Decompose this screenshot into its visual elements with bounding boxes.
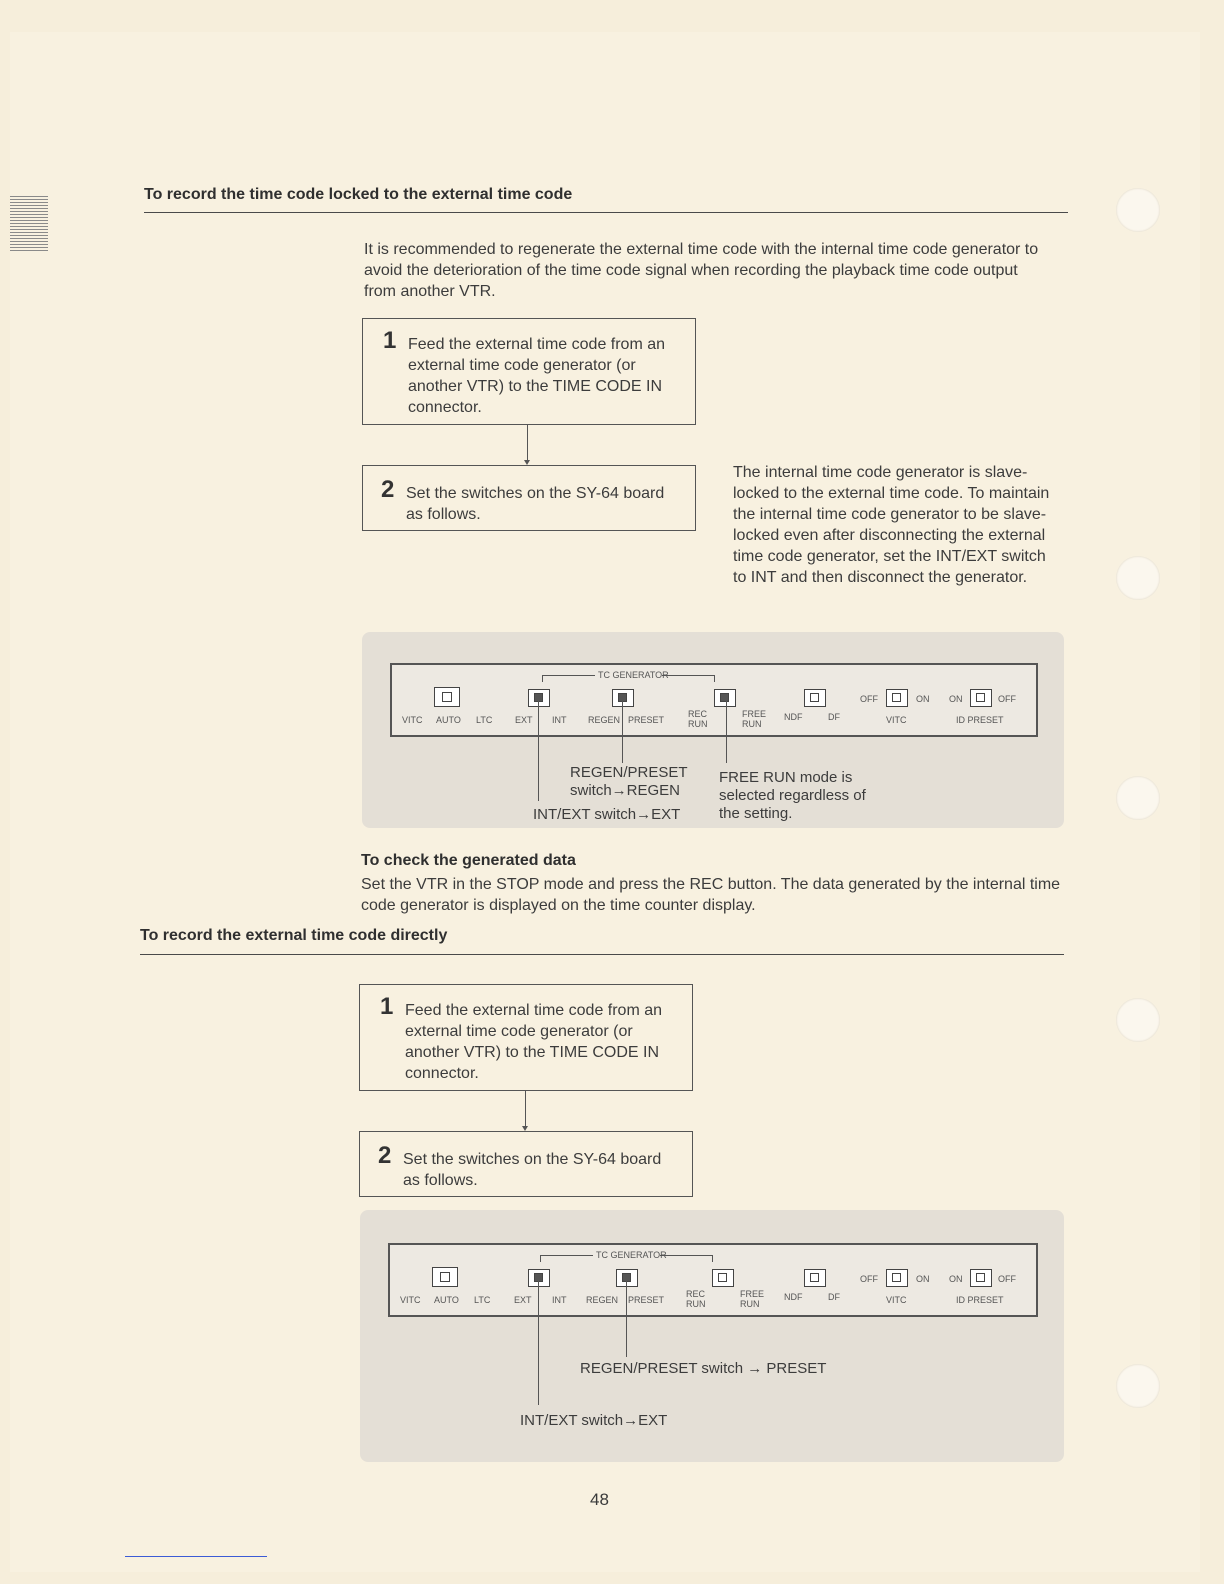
id-preset-switch[interactable] [970, 689, 992, 707]
int-ext-switch[interactable] [528, 689, 550, 707]
tc-generator-bracket [542, 675, 595, 682]
int-ext-switch[interactable] [528, 1269, 550, 1287]
callout-line-regen [622, 695, 623, 763]
ltc-label: LTC [476, 715, 493, 725]
vitc-label: VITC [400, 1295, 421, 1305]
auto-label: AUTO [436, 715, 461, 725]
step-text: Feed the external time code from an external time code generator (or another VTR) to the TIME CODE IN connector. [405, 1002, 663, 1082]
id-preset-label: ID PRESET [956, 715, 1004, 725]
flow-connector [525, 1090, 526, 1128]
tc-generator-label: TC GENERATOR [596, 1250, 667, 1260]
page-number: 48 [590, 1490, 609, 1509]
binder-hole [1116, 776, 1160, 820]
check-text: Set the VTR in the STOP mode and press the REC button. The data generated by the internal time code generator is displayed on the time counter display. [361, 876, 1061, 914]
off-label: OFF [998, 1274, 1016, 1284]
scan-artifact-line [125, 1556, 267, 1557]
on-label: ON [949, 694, 963, 704]
binder-hole [1116, 1364, 1160, 1408]
int-label: INT [552, 715, 567, 725]
intro-paragraph: It is recommended to regenerate the external time code with the internal time code generator to avoid the deterioration of the time code signal when recording the playback time code output from another VTR. [364, 241, 1039, 300]
step-text: Set the switches on the SY-64 board as follows. [406, 485, 665, 523]
thumb-index-tab [10, 196, 48, 252]
heading-rule [144, 212, 1068, 213]
vitc-auto-ltc-switch[interactable] [432, 1267, 458, 1287]
tc-generator-bracket [662, 675, 715, 682]
rec-free-run-switch[interactable] [712, 1269, 734, 1287]
sy64-switch-panel [390, 663, 1038, 737]
vitc-on-off-switch[interactable] [886, 1269, 908, 1287]
step-1-box [359, 984, 693, 1091]
rec-free-run-switch[interactable] [714, 689, 736, 707]
df-label: DF [828, 1292, 840, 1302]
tc-generator-bracket [660, 1255, 713, 1262]
vitc-on-off-switch[interactable] [886, 689, 908, 707]
id-preset-label: ID PRESET [956, 1295, 1004, 1305]
ltc-label: LTC [474, 1295, 491, 1305]
callout-line-int-ext [538, 1275, 539, 1405]
ndf-label: NDF [784, 1292, 803, 1302]
callout-regen: REGEN/PRESET switch→REGEN [570, 764, 688, 799]
rec-run-label: REC RUN [686, 1289, 706, 1309]
heading-rule [140, 954, 1064, 955]
preset-label: PRESET [628, 1295, 665, 1305]
slave-lock-note: The internal time code generator is slave-locked to the external time code. To maintain the internal time code generator to be slave-locked even after disconnecting the external time code generator, set the INT/EXT switch to INT and then disconnect the generator. [733, 464, 1050, 586]
df-label: DF [828, 712, 840, 722]
step-number: 1 [380, 993, 394, 1020]
vitc-switch-label: VITC [886, 715, 907, 725]
section-heading: To record the time code locked to the external time code [144, 186, 573, 203]
on-label: ON [916, 1274, 930, 1284]
int-label: INT [552, 1295, 567, 1305]
callout-preset: REGEN/PRESET switch → PRESET [580, 1360, 827, 1377]
step-2-box [362, 465, 696, 531]
ext-label: EXT [514, 1295, 532, 1305]
step-number: 2 [378, 1142, 392, 1169]
step-text: Set the switches on the SY-64 board as follows. [403, 1151, 662, 1189]
check-heading: To check the generated data [361, 852, 576, 869]
ndf-df-switch[interactable] [804, 689, 826, 707]
ext-label: EXT [515, 715, 533, 725]
step-number: 2 [381, 476, 395, 503]
tc-generator-label: TC GENERATOR [598, 670, 669, 680]
on-label: ON [916, 694, 930, 704]
free-run-label: FREE RUN [740, 1289, 765, 1309]
rec-run-label: REC RUN [688, 709, 708, 729]
vitc-label: VITC [402, 715, 423, 725]
tc-generator-bracket [540, 1255, 593, 1262]
sy64-switch-panel [388, 1243, 1038, 1317]
regen-label: REGEN [586, 1295, 619, 1305]
binder-hole [1116, 998, 1160, 1042]
auto-label: AUTO [434, 1295, 459, 1305]
vitc-switch-label: VITC [886, 1295, 907, 1305]
preset-label: PRESET [628, 715, 665, 725]
callout-int-ext: INT/EXT switch→EXT [533, 806, 681, 823]
step-1-box [362, 318, 696, 425]
section-heading: To record the external time code directly [140, 927, 448, 944]
regen-label: REGEN [588, 715, 621, 725]
callout-free-run: FREE RUN mode is selected regardless of the setting. [719, 769, 866, 822]
step-text: Feed the external time code from an external time code generator (or another VTR) to the TIME CODE IN connector. [408, 336, 666, 416]
off-label: OFF [860, 694, 878, 704]
ndf-label: NDF [784, 712, 803, 722]
step-number: 1 [383, 327, 397, 354]
callout-line-int-ext [538, 695, 539, 801]
on-label: ON [949, 1274, 963, 1284]
id-preset-switch[interactable] [970, 1269, 992, 1287]
off-label: OFF [860, 1274, 878, 1284]
regen-preset-switch[interactable] [616, 1269, 638, 1287]
off-label: OFF [998, 694, 1016, 704]
free-run-label: FREE RUN [742, 709, 767, 729]
step-2-box [359, 1131, 693, 1197]
binder-hole [1116, 556, 1160, 600]
regen-preset-switch[interactable] [612, 689, 634, 707]
callout-int-ext: INT/EXT switch→EXT [520, 1412, 668, 1429]
flow-connector [527, 424, 528, 462]
callout-line-preset [626, 1275, 627, 1357]
callout-line-free-run [726, 695, 727, 763]
binder-hole [1116, 188, 1160, 232]
ndf-df-switch[interactable] [804, 1269, 826, 1287]
vitc-auto-ltc-switch[interactable] [434, 687, 460, 707]
